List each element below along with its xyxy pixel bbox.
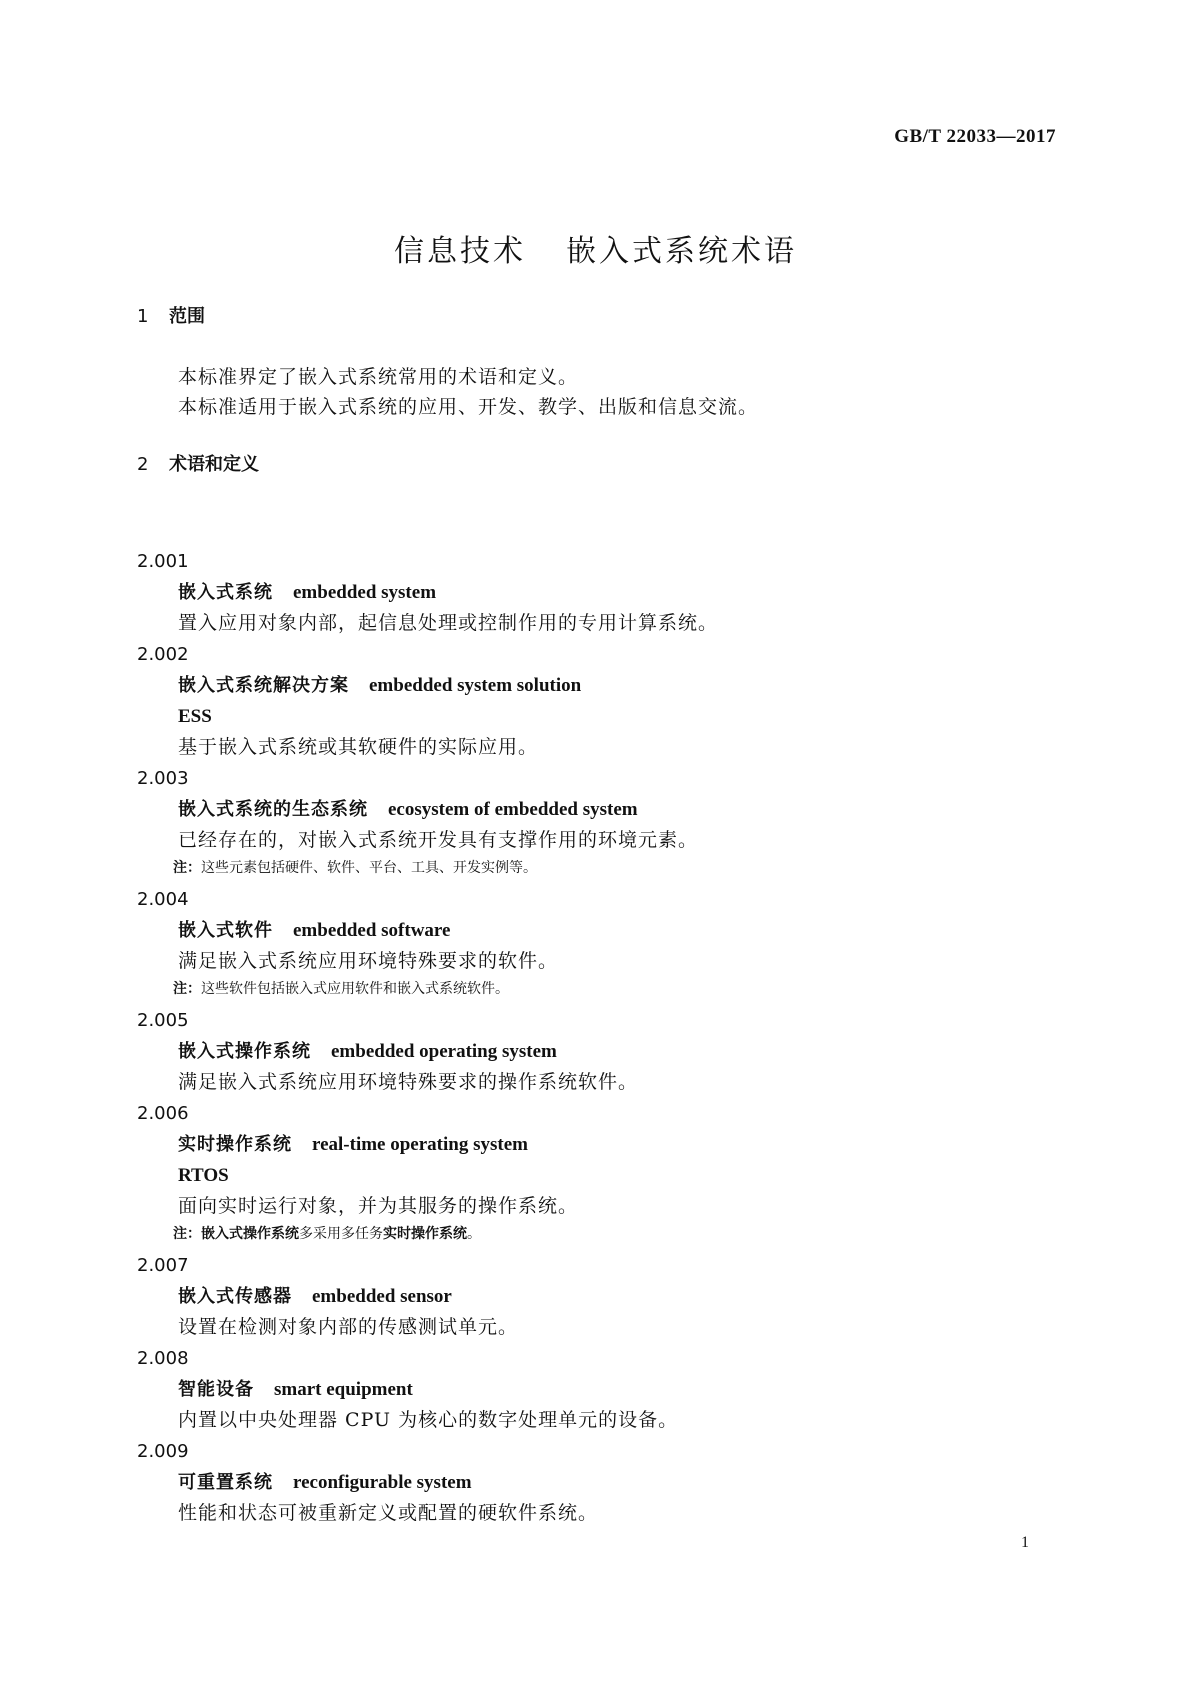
entry-term (178, 794, 1037, 825)
term-chinese: 可重置系统 (178, 1472, 273, 1493)
title-part-2: 嵌入式系统术语 (566, 234, 797, 269)
note-label: 注： (173, 1226, 201, 1242)
entry-number: 2.007 (137, 1255, 189, 1276)
term-english: embedded software (293, 920, 451, 941)
title-part-1: 信息技术 (394, 234, 526, 269)
term-entry (137, 1098, 1037, 1250)
section-1-heading (137, 302, 205, 328)
entry-term (178, 577, 1037, 608)
entry-definition: 设置在检测对象内部的传感测试单元。 (178, 1316, 519, 1338)
term-chinese: 智能设备 (178, 1379, 254, 1400)
entry-number: 2.003 (137, 768, 189, 789)
entry-term (178, 670, 1037, 701)
term-chinese: 嵌入式传感器 (178, 1286, 292, 1307)
entry-number: 2.006 (137, 1103, 189, 1124)
term-chinese: 嵌入式操作系统 (178, 1041, 311, 1062)
entry-definition: 内置以中央处理器 CPU 为核心的数字处理单元的设备。 (178, 1409, 679, 1431)
term-entry (137, 1005, 1037, 1098)
note-text: 这些软件包括嵌入式应用软件和嵌入式系统软件。 (201, 981, 509, 997)
term-chinese: 嵌入式系统的生态系统 (178, 799, 368, 820)
entry-number: 2.005 (137, 1010, 189, 1031)
entry-definition: 置入应用对象内部，起信息处理或控制作用的专用计算系统。 (178, 612, 719, 634)
term-entry (137, 1436, 1037, 1529)
term-entry (137, 546, 1037, 639)
scope-paragraph-2: 本标准适用于嵌入式系统的应用、开发、教学、出版和信息交流。 (178, 396, 759, 418)
term-entry (137, 1250, 1037, 1343)
note-end: 。 (467, 1226, 481, 1242)
term-chinese: 嵌入式软件 (178, 920, 273, 941)
scope-paragraph-1: 本标准界定了嵌入式系统常用的术语和定义。 (178, 366, 579, 388)
entry-note (173, 1222, 1037, 1250)
page-number: 1 (1021, 1534, 1029, 1551)
entry-term (178, 1374, 1037, 1405)
term-entry (137, 763, 1037, 884)
entry-number: 2.001 (137, 551, 189, 572)
entry-definition: 基于嵌入式系统或其软硬件的实际应用。 (178, 736, 539, 758)
note-label: 注： (173, 981, 201, 997)
entry-definition: 面向实时运行对象，并为其服务的操作系统。 (178, 1195, 579, 1217)
entry-definition: 满足嵌入式系统应用环境特殊要求的软件。 (178, 950, 559, 972)
entry-term (178, 1129, 1037, 1160)
term-english: smart equipment (274, 1379, 413, 1400)
term-entry (137, 1343, 1037, 1436)
entry-note (173, 977, 1037, 1005)
section-2-number: 2 (137, 454, 149, 475)
term-chinese: 实时操作系统 (178, 1134, 292, 1155)
term-english: embedded operating system (331, 1041, 557, 1062)
term-entry (137, 639, 1037, 763)
entry-definition: 满足嵌入式系统应用环境特殊要求的操作系统软件。 (178, 1071, 639, 1093)
standard-code: GB/T 22033—2017 (894, 126, 1056, 147)
entry-number: 2.008 (137, 1348, 189, 1369)
entry-number: 2.004 (137, 889, 189, 910)
note-label: 注： (173, 860, 201, 876)
entry-abbreviation: ESS (178, 706, 212, 727)
note-text: 多采用多任务 (299, 1226, 383, 1242)
note-term-2: 实时操作系统 (383, 1226, 467, 1242)
term-english: reconfigurable system (293, 1472, 472, 1493)
entry-number: 2.002 (137, 644, 189, 665)
term-english: embedded system solution (369, 675, 582, 696)
entry-definition: 已经存在的，对嵌入式系统开发具有支撑作用的环境元素。 (178, 829, 699, 851)
entry-term (178, 1281, 1037, 1312)
entry-term (178, 1036, 1037, 1067)
note-text: 这些元素包括硬件、软件、平台、工具、开发实例等。 (201, 860, 537, 876)
term-english: ecosystem of embedded system (388, 799, 638, 820)
note-term-1: 嵌入式操作系统 (201, 1226, 299, 1242)
section-2-title: 术语和定义 (169, 454, 259, 475)
entry-note (173, 856, 1037, 884)
term-chinese: 嵌入式系统 (178, 582, 273, 603)
entry-abbreviation: RTOS (178, 1165, 229, 1186)
section-1-title: 范围 (169, 306, 205, 327)
term-entries (137, 546, 1037, 1529)
entry-term (178, 1467, 1037, 1498)
term-english: embedded sensor (312, 1286, 452, 1307)
entry-definition: 性能和状态可被重新定义或配置的硬软件系统。 (178, 1502, 599, 1524)
term-chinese: 嵌入式系统解决方案 (178, 675, 349, 696)
term-english: embedded system (293, 582, 437, 603)
entry-term (178, 915, 1037, 946)
document-title (0, 226, 1191, 270)
term-english: real-time operating system (312, 1134, 528, 1155)
section-1-number: 1 (137, 306, 149, 327)
term-entry (137, 884, 1037, 1005)
section-2-heading (137, 450, 259, 476)
entry-number: 2.009 (137, 1441, 189, 1462)
